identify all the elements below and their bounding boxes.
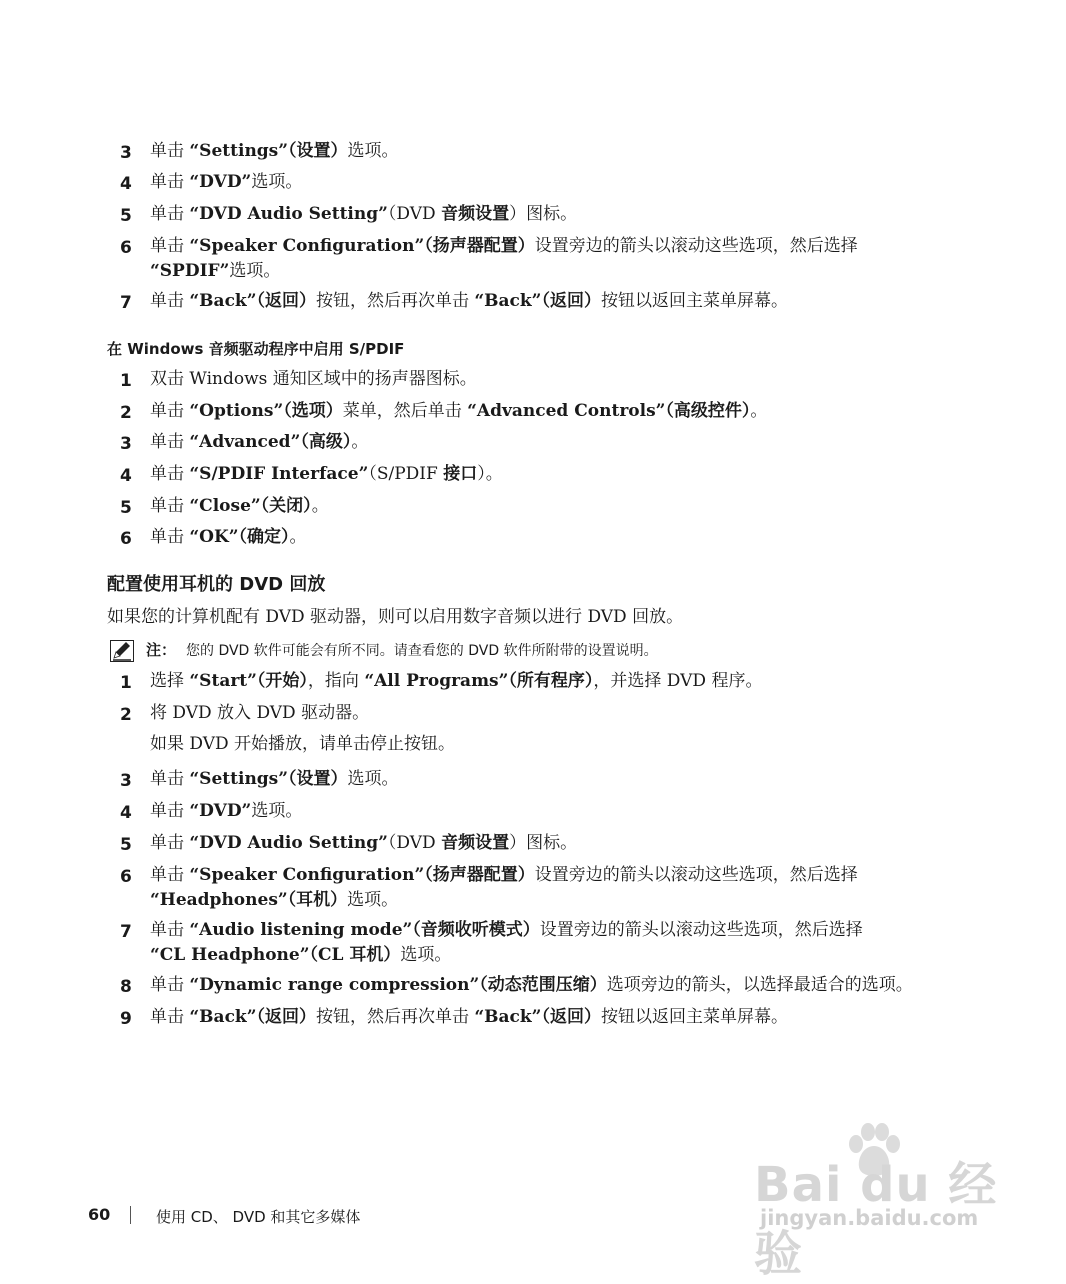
step-text-run: 按钮以返回主菜单屏幕。: [600, 291, 788, 311]
step-text-run: 选项。: [400, 945, 452, 965]
ui-label-bold: “Close”（关闭）: [189, 496, 312, 516]
step-text-run: 设置旁边的箭头以滚动这些选项，然后选择: [534, 865, 858, 885]
step-text: [150, 831, 970, 856]
step-item: [0, 767, 1000, 795]
step-number: 5: [120, 835, 132, 855]
step-text-line: [150, 1005, 970, 1030]
ui-label-bold: “Speaker Configuration”（扬声器配置）: [189, 865, 535, 885]
step-item: [0, 525, 1000, 553]
step-text: [150, 525, 970, 550]
step-item: [0, 462, 1000, 490]
step-text-run: 按钮以返回主菜单屏幕。: [600, 1007, 788, 1027]
step-text-line: [150, 973, 970, 998]
step-text-run: 选项旁边的箭头，以选择最适合的选项。: [606, 975, 913, 995]
step-item: [0, 139, 1000, 167]
step-text-run: 。: [311, 496, 329, 516]
step-number: 1: [120, 371, 132, 391]
step-text-line: [150, 139, 970, 164]
step-text: [150, 494, 970, 519]
step-item: [0, 701, 1000, 729]
step-text-line: [150, 367, 970, 392]
ui-label-bold: “Advanced Controls”（高级控件）: [467, 401, 751, 421]
subheading-enable-spdif: 在 Windows 音频驱动程序中启用 S/PDIF: [107, 340, 405, 358]
step-text-line: [150, 863, 970, 888]
step-number: 7: [120, 922, 132, 942]
ui-label-bold: “Start”（开始）: [189, 671, 308, 691]
step-item: [0, 973, 1000, 1001]
step-text-run: 。: [289, 527, 307, 547]
step-text-run: 单击: [150, 401, 190, 421]
step-text-line: [150, 943, 970, 968]
step-text-run: 设置旁边的箭头以滚动这些选项，然后选择: [539, 920, 863, 940]
step-text-line: [150, 462, 970, 487]
ui-label-bold: “Back”（返回）: [189, 291, 316, 311]
step-text-run: （S/PDIF: [368, 464, 444, 484]
step-number: 6: [120, 238, 132, 258]
step-text-run: 单击: [150, 865, 190, 885]
step-text-line: [150, 259, 970, 284]
step-number: 2: [120, 705, 132, 725]
step-number: 1: [120, 673, 132, 693]
step-item: [0, 399, 1000, 427]
step-text-run: ）图标。: [509, 204, 578, 224]
step-text: [150, 462, 970, 487]
step-text-run: 选项。: [251, 801, 303, 821]
step-item: [0, 367, 1000, 395]
step-item: [0, 289, 1000, 317]
step-text-line: [150, 399, 970, 424]
step-text-line: [150, 732, 970, 757]
step-number: 5: [120, 498, 132, 518]
step-item: [0, 918, 1000, 970]
step-text-line: [150, 701, 970, 726]
step-item: [0, 170, 1000, 198]
step-text-run: 单击: [150, 833, 190, 853]
step-text: [150, 767, 970, 792]
ui-label-bold: “Back”（返回）: [474, 291, 601, 311]
ui-label-bold: “DVD”: [189, 172, 252, 192]
ui-label-bold: “Back”（返回）: [474, 1007, 601, 1027]
step-text-run: 按钮，然后再次单击: [315, 1007, 475, 1027]
step-text-run: 将 DVD 放入 DVD 驱动器。: [150, 703, 370, 723]
step-text-run: 单击: [150, 291, 190, 311]
step-item: [0, 863, 1000, 915]
step-text: [150, 732, 970, 757]
step-text-line: [150, 918, 970, 943]
ui-label-bold: 音频设置: [441, 204, 510, 224]
step-text-run: 选项。: [347, 769, 399, 789]
ui-label-bold: “Settings”（设置）: [189, 769, 348, 789]
step-text-run: （DVD: [387, 204, 442, 224]
step-text-run: ）。: [477, 464, 503, 484]
step-text-run: 单击: [150, 496, 190, 516]
ui-label-bold: “All Programs”（所有程序）: [364, 671, 594, 691]
step-text: [150, 234, 970, 284]
chapter-title: 使用 CD、 DVD 和其它多媒体: [156, 1208, 361, 1226]
step-text-run: 。: [750, 401, 768, 421]
step-number: 2: [120, 403, 132, 423]
step-number: 3: [120, 771, 132, 791]
step-text: [150, 399, 970, 424]
step-text-run: 单击: [150, 204, 190, 224]
step-text: [150, 202, 970, 227]
step-text: [150, 863, 970, 913]
step-text: [150, 973, 970, 998]
watermark-logo: Bai du 经验: [754, 1157, 998, 1282]
step-text-line: [150, 170, 970, 195]
ui-label-bold: “Speaker Configuration”（扬声器配置）: [189, 236, 535, 256]
footer-divider: [130, 1206, 131, 1224]
step-text-run: 按钮，然后再次单击: [315, 291, 475, 311]
ui-label-bold: “CL Headphone”（CL 耳机）: [150, 945, 401, 965]
step-text-line: [150, 202, 970, 227]
step-text-run: 选择: [150, 671, 190, 691]
step-text-run: 单击: [150, 432, 190, 452]
page-footer: [88, 1203, 688, 1229]
step-text-line: [150, 430, 970, 455]
ui-label-bold: “DVD Audio Setting”: [189, 204, 388, 224]
ui-label-bold: “OK”（确定）: [189, 527, 290, 547]
step-number: 4: [120, 803, 132, 823]
baidu-watermark: [750, 1120, 1010, 1282]
step-text-line: [150, 289, 970, 314]
note-text: 您的 DVD 软件可能会有所不同。请查看您的 DVD 软件所附带的设置说明。: [186, 643, 658, 659]
ui-label-bold: “Back”（返回）: [189, 1007, 316, 1027]
ui-label-bold: “DVD Audio Setting”: [189, 833, 388, 853]
step-text: [150, 1005, 970, 1030]
step-item: [0, 430, 1000, 458]
step-text-run: ）图标。: [509, 833, 578, 853]
step-number: 7: [120, 293, 132, 313]
step-text-line: [150, 831, 970, 856]
step-text-line: [150, 767, 970, 792]
step-text-run: 单击: [150, 236, 190, 256]
note-label: 注：: [146, 641, 177, 659]
step-number: 6: [120, 867, 132, 887]
step-text-run: ，指向: [307, 671, 365, 691]
step-item: [0, 732, 1000, 760]
step-text-run: 单击: [150, 172, 190, 192]
step-text-run: 选项。: [347, 141, 399, 161]
ui-label-bold: “Settings”（设置）: [189, 141, 348, 161]
section-intro-paragraph: 如果您的计算机配有 DVD 驱动器，则可以启用数字音频以进行 DVD 回放。: [107, 607, 684, 627]
step-item: [0, 669, 1000, 697]
page-number: 60: [88, 1205, 111, 1224]
ui-label-bold: “Advanced”（高级）: [189, 432, 352, 452]
step-text-line: [150, 234, 970, 259]
step-text-run: ，并选择 DVD 程序。: [593, 671, 763, 691]
step-text: [150, 669, 970, 694]
ui-label-bold: “Dynamic range compression”（动态范围压缩）: [189, 975, 607, 995]
step-text-run: 单击: [150, 769, 190, 789]
step-number: 4: [120, 466, 132, 486]
step-item: [0, 234, 1000, 286]
step-text: [150, 918, 970, 968]
pencil-note-icon: [110, 640, 134, 662]
step-text: [150, 139, 970, 164]
step-text-run: 如果 DVD 开始播放，请单击停止按钮。: [150, 734, 456, 754]
step-number: 3: [120, 434, 132, 454]
step-text-run: 单击: [150, 920, 190, 940]
step-number: 4: [120, 174, 132, 194]
step-text: [150, 367, 970, 392]
step-number: 9: [120, 1009, 132, 1029]
step-text-run: 菜单，然后单击: [342, 401, 468, 421]
step-text-run: 选项。: [347, 890, 399, 910]
ui-label-bold: “SPDIF”: [150, 261, 230, 281]
ui-label-bold: 音频设置: [441, 833, 510, 853]
step-item: [0, 799, 1000, 827]
ui-label-bold: “S/PDIF Interface”: [189, 464, 369, 484]
step-item: [0, 494, 1000, 522]
step-text-run: 选项。: [229, 261, 281, 281]
step-text: [150, 170, 970, 195]
step-text-run: 设置旁边的箭头以滚动这些选项，然后选择: [534, 236, 858, 256]
step-item: [0, 831, 1000, 859]
step-text-run: 单击: [150, 801, 190, 821]
step-text-line: [150, 525, 970, 550]
step-text: [150, 430, 970, 455]
step-text-run: 单击: [150, 527, 190, 547]
step-number: 3: [120, 143, 132, 163]
watermark-url: jingyan.baidu.com: [760, 1206, 979, 1230]
step-text-run: 选项。: [251, 172, 303, 192]
note-box: [110, 638, 1010, 662]
step-text-run: 单击: [150, 1007, 190, 1027]
step-number: 5: [120, 206, 132, 226]
step-text-run: 单击: [150, 141, 190, 161]
step-text-line: [150, 799, 970, 824]
step-text-line: [150, 888, 970, 913]
step-text: [150, 701, 970, 726]
step-text: [150, 289, 970, 314]
ui-label-bold: “DVD”: [189, 801, 252, 821]
step-text-run: （DVD: [387, 833, 442, 853]
ui-label-bold: “Audio listening mode”（音频收听模式）: [189, 920, 540, 940]
step-number: 8: [120, 977, 132, 997]
ui-label-bold: “Headphones”（耳机）: [150, 890, 348, 910]
step-text-line: [150, 669, 970, 694]
step-text: [150, 799, 970, 824]
step-text-run: 。: [351, 432, 369, 452]
step-item: [0, 202, 1000, 230]
step-number: 6: [120, 529, 132, 549]
step-text-run: 单击: [150, 464, 190, 484]
section-heading-headphone-dvd: 配置使用耳机的 DVD 回放: [107, 574, 326, 595]
step-item: [0, 1005, 1000, 1033]
ui-label-bold: “Options”（选项）: [189, 401, 343, 421]
step-text-run: 单击: [150, 975, 190, 995]
step-text-run: 双击 Windows 通知区域中的扬声器图标。: [150, 369, 477, 389]
ui-label-bold: 接口: [443, 464, 478, 484]
step-text-line: [150, 494, 970, 519]
